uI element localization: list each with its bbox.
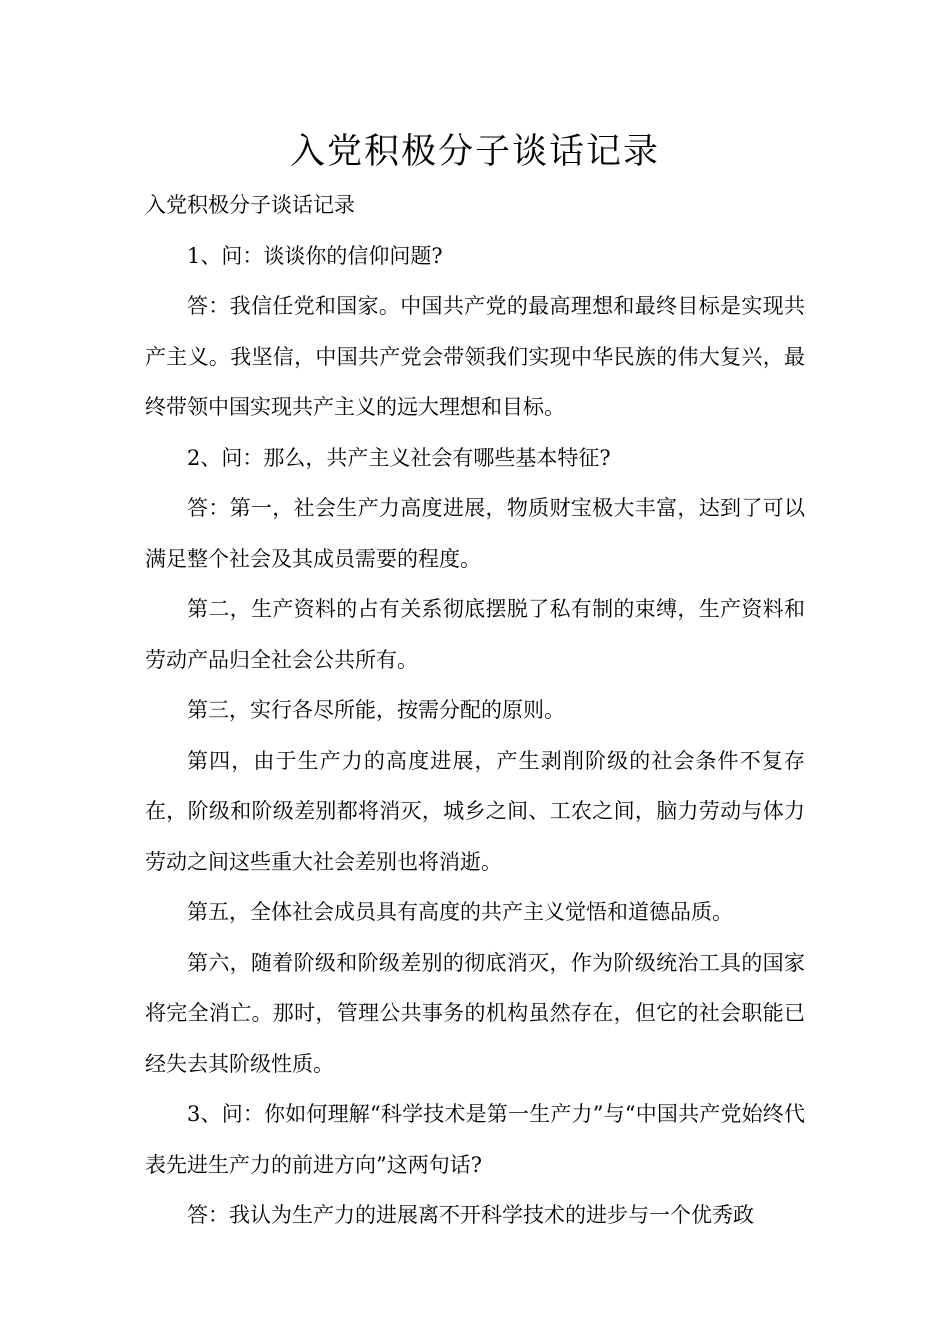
document-body (145, 180, 805, 1241)
subtitle-line: 入党积极分子谈话记录 (145, 193, 355, 217)
answer-2-point-6: 第六，随着阶级和阶级差别的彻底消灭，作为阶级统治工具的国家将完全消亡。那时，管理公共事务的机构虽然存在，但它的社会职能已经失去其阶级性质。 (145, 950, 805, 1076)
answer-3: 答：我认为生产力的进展离不开科学技术的进步与一个优秀政 (187, 1203, 754, 1227)
answer-1: 答：我信任党和国家。中国共产党的最高理想和最终目标是实现共产主义。我坚信，中国共产党会带领我们实现中华民族的伟大复兴，最终带领中国实现共产主义的远大理想和目标。 (145, 294, 805, 419)
answer-2-point-3: 第三，实行各尽所能，按需分配的原则。 (187, 698, 565, 722)
answer-2-point-1: 答：第一，社会生产力高度进展，物质财宝极大丰富，达到了可以满足整个社会及其成员需要的程度。 (145, 496, 805, 571)
question-1: 1、问：谈谈你的信仰问题? (187, 243, 443, 268)
answer-2-point-2: 第二，生产资料的占有关系彻底摆脱了私有制的束缚，生产资料和劳动产品归全社会公共所有。 (145, 597, 805, 672)
document-title: 入党积极分子谈话记录 (289, 132, 660, 172)
question-2: 2、问：那么，共产主义社会有哪些基本特征? (187, 445, 611, 470)
question-3: 3、问：你如何理解“科学技术是第一生产力”与“中国共产党始终代表先进生产力的前进方向”这两句话? (145, 1102, 805, 1177)
answer-2-point-5: 第五，全体社会成员具有高度的共产主义觉悟和道德品质。 (187, 900, 733, 924)
answer-2-point-4: 第四，由于生产力的高度进展，产生剥削阶级的社会条件不复存在，阶级和阶级差别都将消灭，城乡之间、工农之间，脑力劳动与体力劳动之间这些重大社会差别也将消逝。 (145, 748, 805, 874)
